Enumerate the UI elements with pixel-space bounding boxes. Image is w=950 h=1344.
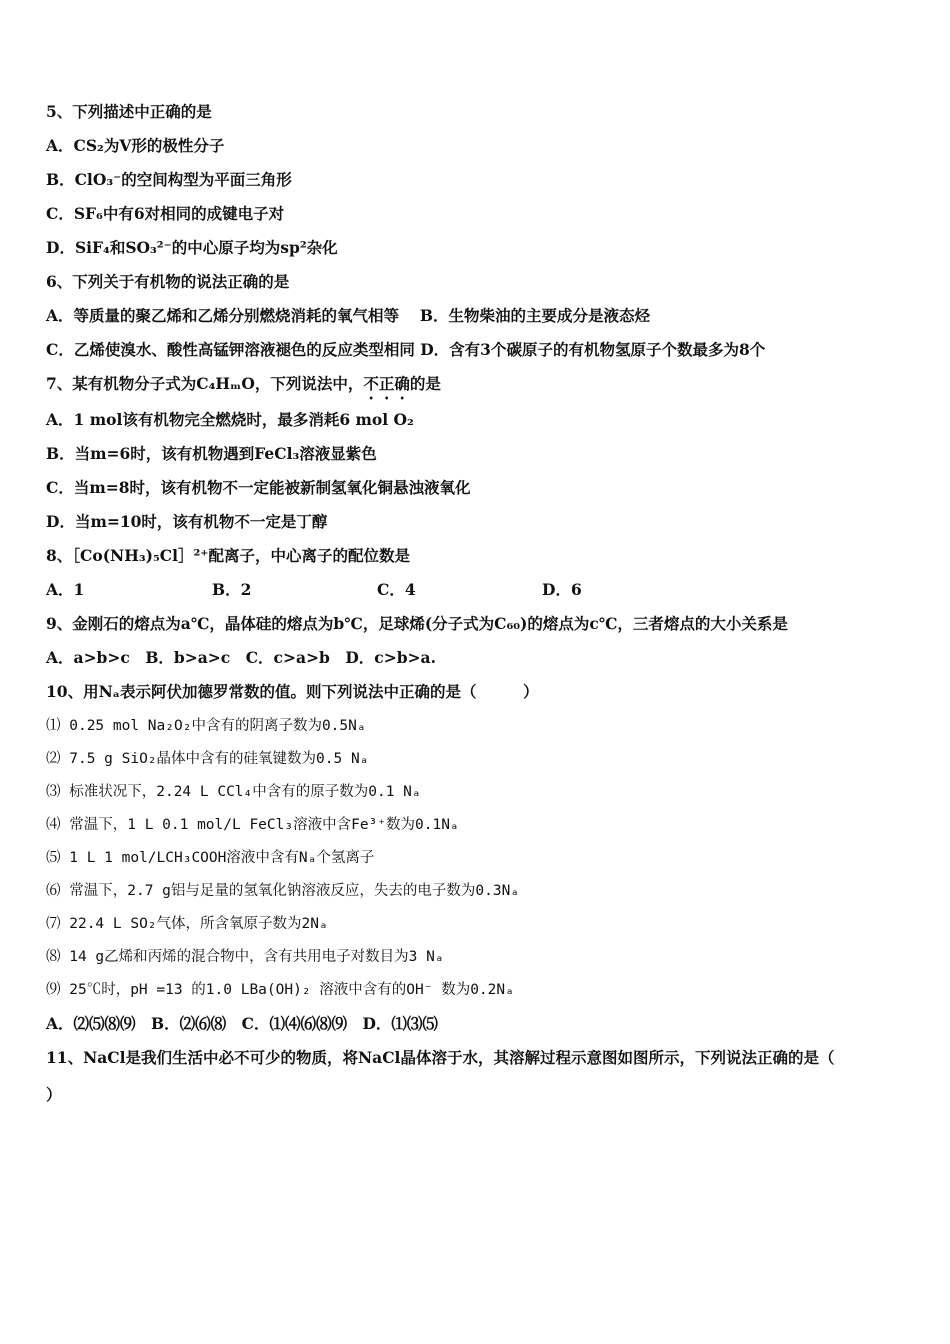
q7-stem-emphasis: 不正确: [363, 374, 410, 393]
q10-item-6: ⑹ 常温下，2.7 g铝与足量的氢氧化钠溶液反应，失去的电子数为0.3Nₐ: [46, 883, 520, 899]
q5-option-c: C．SF₆中有6对相同的成键电子对: [46, 204, 285, 223]
q9-options: A．a>b>c B．b>a>c C．c>a>b D．c>b>a.: [46, 648, 436, 667]
q9-stem: 9、金刚石的熔点为a℃，晶体硅的熔点为b℃，足球烯(分子式为C₆₀)的熔点为c℃，三者熔点的大小关系是: [46, 614, 788, 633]
q10-item-4: ⑷ 常温下，1 L 0.1 mol/L FeCl₃溶液中含Fe³⁺数为0.1Nₐ: [46, 817, 459, 833]
q10-item-3: ⑶ 标准状况下，2.24 L CCl₄中含有的原子数为0.1 Nₐ: [46, 784, 421, 800]
q7-option-c: C．当m=8时，该有机物不一定能被新制氢氧化铜悬浊液氧化: [46, 478, 471, 497]
q8-option-d: D．6: [542, 580, 582, 599]
q5-option-a: A．CS₂为V形的极性分子: [46, 136, 225, 155]
q6-options-cd: C．乙烯使溴水、酸性高锰钾溶液褪色的反应类型相同 D．含有3个碳原子的有机物氢原子个数最多为8个: [46, 340, 766, 359]
q5-option-d: D．SiF₄和SO₃²⁻的中心原子均为sp²杂化: [46, 238, 338, 257]
q8-stem: 8、［Co(NH₃)₅Cl］²⁺配离子，中心离子的配位数是: [46, 546, 410, 565]
q10-item-9: ⑼ 25℃时，pH =13 的1.0 LBa(OH)₂ 溶液中含有的OH⁻ 数为0.2Nₐ: [46, 982, 514, 998]
q7-stem: [46, 374, 441, 403]
q8-option-a: A．1: [46, 580, 85, 599]
q10-item-2: ⑵ 7.5 g SiO₂晶体中含有的硅氧键数为0.5 Nₐ: [46, 751, 369, 767]
q10-item-8: ⑻ 14 g乙烯和丙烯的混合物中，含有共用电子对数目为3 Nₐ: [46, 949, 444, 965]
q10-options: A．⑵⑸⑻⑼ B．⑵⑹⑻ C．⑴⑷⑹⑻⑼ D．⑴⑶⑸: [46, 1014, 438, 1033]
q5-option-b: B．ClO₃⁻的空间构型为平面三角形: [46, 170, 292, 189]
q10-item-7: ⑺ 22.4 L SO₂气体，所含氧原子数为2Nₐ: [46, 916, 328, 932]
q7-option-a: A．1 mol该有机物完全燃烧时，最多消耗6 mol O₂: [46, 410, 414, 429]
q8-option-c: C．4: [377, 580, 416, 599]
q5-stem: 5、下列描述中正确的是: [46, 102, 212, 121]
q7-stem-post: 的是: [409, 374, 441, 393]
q11-stem: 11、NaCl是我们生活中必不可少的物质，将NaCl晶体溶于水，其溶解过程示意图如图所示，下列说法正确的是（: [46, 1048, 835, 1067]
q7-stem-pre: 7、某有机物分子式为C₄HₘO，下列说法中，: [46, 374, 364, 393]
q7-option-d: D．当m=10时，该有机物不一定是丁醇: [46, 512, 328, 531]
q10-item-5: ⑸ 1 L 1 mol/LCH₃COOH溶液中含有Nₐ个氢离子: [46, 850, 375, 866]
q7-option-b: B．当m=6时，该有机物遇到FeCl₃溶液显紫色: [46, 444, 377, 463]
q8-option-b: B．2: [212, 580, 252, 599]
q6-options-ab: A．等质量的聚乙烯和乙烯分别燃烧消耗的氧气相等 B．生物柴油的主要成分是液态烃: [46, 306, 651, 325]
q10-item-1: ⑴ 0.25 mol Na₂O₂中含有的阴离子数为0.5Nₐ: [46, 718, 366, 734]
q10-stem: 10、用Nₐ表示阿伏加德罗常数的值。则下列说法中正确的是（ ）: [46, 682, 539, 701]
q11-stem-continued: ）: [46, 1085, 62, 1104]
q6-stem: 6、下列关于有机物的说法正确的是: [46, 272, 290, 291]
